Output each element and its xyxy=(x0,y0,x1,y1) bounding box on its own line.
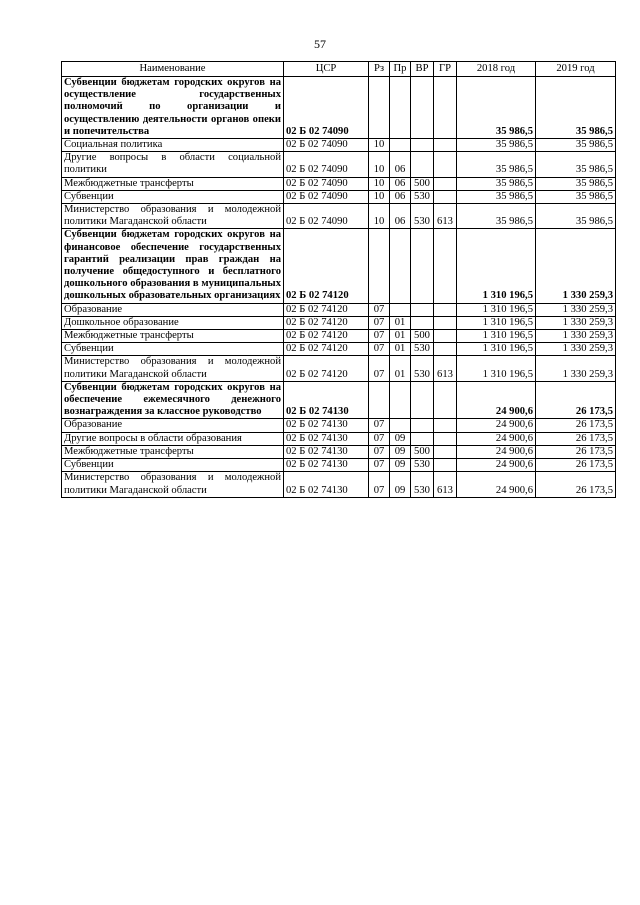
table-row xyxy=(62,381,616,419)
row-2018: 1 310 196,5 xyxy=(457,343,536,356)
row-2019: 26 173,5 xyxy=(536,419,616,432)
row-pr xyxy=(390,139,411,152)
row-csr: 02 Б 02 74120 xyxy=(284,343,369,356)
row-name: Социальная политика xyxy=(62,139,284,152)
budget-table xyxy=(61,61,616,498)
row-name: Субвенции бюджетам городских округов на обеспечение ежемесячного денежного вознаграждения за классное руководство xyxy=(62,381,284,419)
row-2018: 1 310 196,5 xyxy=(457,330,536,343)
row-pr: 01 xyxy=(390,343,411,356)
row-csr: 02 Б 02 74090 xyxy=(284,139,369,152)
row-pr: 09 xyxy=(390,432,411,445)
row-gr xyxy=(434,445,457,458)
row-2019: 1 330 259,3 xyxy=(536,343,616,356)
row-2018: 24 900,6 xyxy=(457,472,536,497)
row-csr: 02 Б 02 74090 xyxy=(284,204,369,229)
row-gr xyxy=(434,343,457,356)
row-2018: 24 900,6 xyxy=(457,459,536,472)
row-vr: 530 xyxy=(411,356,434,381)
row-name: Другие вопросы в области образования xyxy=(62,432,284,445)
row-name: Субвенции xyxy=(62,190,284,203)
page-number: 57 xyxy=(314,37,326,51)
row-2018: 35 986,5 xyxy=(457,139,536,152)
row-pr: 09 xyxy=(390,445,411,458)
row-name: Субвенции xyxy=(62,459,284,472)
row-gr xyxy=(434,303,457,316)
row-2018: 24 900,6 xyxy=(457,445,536,458)
row-name: Межбюджетные трансферты xyxy=(62,177,284,190)
row-rz: 07 xyxy=(369,472,390,497)
row-2018: 24 900,6 xyxy=(457,432,536,445)
row-vr: 530 xyxy=(411,204,434,229)
table-row xyxy=(62,419,616,432)
row-vr xyxy=(411,303,434,316)
header-gr: ГР xyxy=(434,62,457,77)
row-2019: 26 173,5 xyxy=(536,459,616,472)
row-pr: 06 xyxy=(390,152,411,177)
row-rz: 10 xyxy=(369,204,390,229)
row-2018: 35 986,5 xyxy=(457,77,536,139)
table-row xyxy=(62,77,616,139)
row-2019: 1 330 259,3 xyxy=(536,303,616,316)
row-name: Субвенции xyxy=(62,343,284,356)
row-2018: 1 310 196,5 xyxy=(457,356,536,381)
row-pr xyxy=(390,77,411,139)
table-row xyxy=(62,316,616,329)
row-gr xyxy=(434,459,457,472)
row-pr: 09 xyxy=(390,459,411,472)
row-2019: 26 173,5 xyxy=(536,445,616,458)
row-gr xyxy=(434,77,457,139)
row-2019: 35 986,5 xyxy=(536,152,616,177)
row-gr xyxy=(434,330,457,343)
row-vr xyxy=(411,419,434,432)
header-rz: Рз xyxy=(369,62,390,77)
row-name: Дошкольное образование xyxy=(62,316,284,329)
table-header-row xyxy=(62,62,616,77)
table-row xyxy=(62,204,616,229)
row-2019: 1 330 259,3 xyxy=(536,316,616,329)
header-csr: ЦСР xyxy=(284,62,369,77)
row-csr: 02 Б 02 74090 xyxy=(284,77,369,139)
table-row xyxy=(62,459,616,472)
table-row xyxy=(62,139,616,152)
row-2018: 1 310 196,5 xyxy=(457,303,536,316)
row-name: Субвенции бюджетам городских округов на осуществление государственных полномочий по организации и осуществлению деятельности органов опеки и попечительства xyxy=(62,77,284,139)
row-pr: 06 xyxy=(390,204,411,229)
row-csr: 02 Б 02 74130 xyxy=(284,472,369,497)
row-rz xyxy=(369,381,390,419)
row-vr: 530 xyxy=(411,472,434,497)
row-pr xyxy=(390,229,411,303)
row-vr xyxy=(411,316,434,329)
row-gr xyxy=(434,177,457,190)
row-2019: 1 330 259,3 xyxy=(536,229,616,303)
row-pr: 06 xyxy=(390,190,411,203)
header-name: Наименование xyxy=(62,62,284,77)
row-2018: 24 900,6 xyxy=(457,381,536,419)
row-2019: 35 986,5 xyxy=(536,77,616,139)
row-name: Образование xyxy=(62,303,284,316)
row-vr: 530 xyxy=(411,343,434,356)
row-rz: 10 xyxy=(369,190,390,203)
row-name: Министерство образования и молодежной политики Магаданской области xyxy=(62,472,284,497)
row-2019: 26 173,5 xyxy=(536,381,616,419)
row-vr xyxy=(411,139,434,152)
row-vr xyxy=(411,152,434,177)
row-rz xyxy=(369,77,390,139)
row-name: Образование xyxy=(62,419,284,432)
row-rz: 07 xyxy=(369,419,390,432)
row-gr: 613 xyxy=(434,356,457,381)
table-row xyxy=(62,472,616,497)
row-csr: 02 Б 02 74120 xyxy=(284,330,369,343)
row-vr: 500 xyxy=(411,177,434,190)
row-csr: 02 Б 02 74120 xyxy=(284,316,369,329)
row-2018: 1 310 196,5 xyxy=(457,229,536,303)
row-2019: 35 986,5 xyxy=(536,204,616,229)
header-pr: Пр xyxy=(390,62,411,77)
row-csr: 02 Б 02 74130 xyxy=(284,459,369,472)
row-pr: 01 xyxy=(390,316,411,329)
row-pr: 01 xyxy=(390,330,411,343)
row-gr xyxy=(434,316,457,329)
table-row xyxy=(62,330,616,343)
table-row xyxy=(62,343,616,356)
row-pr xyxy=(390,303,411,316)
row-gr xyxy=(434,229,457,303)
row-rz: 10 xyxy=(369,177,390,190)
row-csr: 02 Б 02 74090 xyxy=(284,177,369,190)
header-2019: 2019 год xyxy=(536,62,616,77)
row-rz: 07 xyxy=(369,316,390,329)
row-2018: 1 310 196,5 xyxy=(457,316,536,329)
row-rz xyxy=(369,229,390,303)
row-vr xyxy=(411,432,434,445)
table-row xyxy=(62,432,616,445)
row-gr xyxy=(434,139,457,152)
row-csr: 02 Б 02 74120 xyxy=(284,229,369,303)
row-pr xyxy=(390,419,411,432)
table-row xyxy=(62,445,616,458)
row-csr: 02 Б 02 74090 xyxy=(284,152,369,177)
row-name: Министерство образования и молодежной политики Магаданской области xyxy=(62,204,284,229)
row-rz: 10 xyxy=(369,139,390,152)
row-2018: 35 986,5 xyxy=(457,204,536,229)
row-name: Межбюджетные трансферты xyxy=(62,330,284,343)
row-gr xyxy=(434,419,457,432)
row-csr: 02 Б 02 74130 xyxy=(284,432,369,445)
row-vr: 500 xyxy=(411,445,434,458)
row-gr xyxy=(434,152,457,177)
row-pr: 01 xyxy=(390,356,411,381)
row-rz: 10 xyxy=(369,152,390,177)
row-name: Субвенции бюджетам городских округов на финансовое обеспечение государственных гарантий реализации прав граждан на получение общедоступного и бесплатного дошкольного образования в муниципальных дошкольных образовательных организациях xyxy=(62,229,284,303)
row-name: Другие вопросы в области социальной политики xyxy=(62,152,284,177)
row-csr: 02 Б 02 74120 xyxy=(284,303,369,316)
row-rz: 07 xyxy=(369,356,390,381)
row-2019: 35 986,5 xyxy=(536,139,616,152)
row-vr: 530 xyxy=(411,459,434,472)
row-gr: 613 xyxy=(434,472,457,497)
row-csr: 02 Б 02 74130 xyxy=(284,381,369,419)
row-rz: 07 xyxy=(369,445,390,458)
row-2019: 26 173,5 xyxy=(536,432,616,445)
table-row xyxy=(62,356,616,381)
row-vr: 500 xyxy=(411,330,434,343)
row-gr xyxy=(434,190,457,203)
row-name: Министерство образования и молодежной политики Магаданской области xyxy=(62,356,284,381)
row-csr: 02 Б 02 74130 xyxy=(284,445,369,458)
row-2018: 35 986,5 xyxy=(457,177,536,190)
table-row xyxy=(62,152,616,177)
row-2018: 35 986,5 xyxy=(457,152,536,177)
row-csr: 02 Б 02 74130 xyxy=(284,419,369,432)
row-gr xyxy=(434,432,457,445)
row-2019: 1 330 259,3 xyxy=(536,330,616,343)
row-csr: 02 Б 02 74090 xyxy=(284,190,369,203)
table-row xyxy=(62,229,616,303)
row-2019: 35 986,5 xyxy=(536,190,616,203)
row-gr xyxy=(434,381,457,419)
row-2018: 24 900,6 xyxy=(457,419,536,432)
row-vr xyxy=(411,77,434,139)
table-row xyxy=(62,303,616,316)
table-body xyxy=(62,77,616,498)
row-pr: 06 xyxy=(390,177,411,190)
row-2018: 35 986,5 xyxy=(457,190,536,203)
table-row xyxy=(62,190,616,203)
row-rz: 07 xyxy=(369,303,390,316)
row-pr xyxy=(390,381,411,419)
row-2019: 35 986,5 xyxy=(536,177,616,190)
row-rz: 07 xyxy=(369,459,390,472)
row-rz: 07 xyxy=(369,343,390,356)
header-vr: ВР xyxy=(411,62,434,77)
row-gr: 613 xyxy=(434,204,457,229)
row-2019: 1 330 259,3 xyxy=(536,356,616,381)
row-2019: 26 173,5 xyxy=(536,472,616,497)
row-name: Межбюджетные трансферты xyxy=(62,445,284,458)
table-row xyxy=(62,177,616,190)
row-vr xyxy=(411,229,434,303)
row-vr xyxy=(411,381,434,419)
row-vr: 530 xyxy=(411,190,434,203)
row-rz: 07 xyxy=(369,330,390,343)
header-2018: 2018 год xyxy=(457,62,536,77)
row-rz: 07 xyxy=(369,432,390,445)
row-csr: 02 Б 02 74120 xyxy=(284,356,369,381)
row-pr: 09 xyxy=(390,472,411,497)
